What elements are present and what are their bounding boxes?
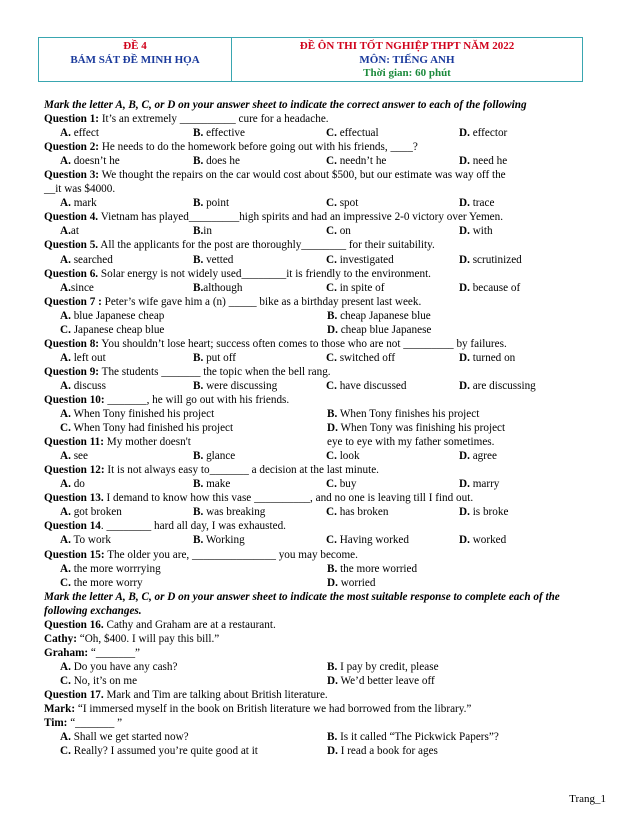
- option-a[interactable]: A.since: [60, 281, 94, 294]
- option-b[interactable]: B. I pay by credit, please: [327, 660, 439, 673]
- options-row: [44, 309, 604, 323]
- question-label: Question 6.: [44, 267, 99, 280]
- question-11: [44, 435, 604, 449]
- question-5: [44, 238, 604, 252]
- option-b[interactable]: B.although: [193, 281, 243, 294]
- question-stem: Cathy and Graham are at a restaurant.: [103, 618, 276, 631]
- option-a[interactable]: A. got broken: [60, 506, 122, 519]
- options-row: [44, 154, 604, 168]
- question-10: [44, 393, 604, 407]
- question-1: [44, 112, 604, 126]
- question-label: Question 14: [44, 520, 101, 533]
- option-a[interactable]: A. discuss: [60, 379, 107, 392]
- option-c[interactable]: C. When Tony had finished his project: [60, 422, 234, 435]
- option-c[interactable]: C. on: [326, 225, 351, 238]
- option-d[interactable]: D. marry: [459, 478, 500, 491]
- question-stem: _______, he will go out with his friends.: [104, 393, 290, 406]
- option-a[interactable]: A. Shall we get started now?: [60, 731, 189, 744]
- dialogue-text: “Oh, $400. I will pay this bill.”: [76, 632, 220, 645]
- question-label: Question 5.: [44, 239, 99, 252]
- question-2: [44, 140, 604, 154]
- question-6: [44, 267, 604, 281]
- options-row: [44, 407, 604, 421]
- option-c[interactable]: C. the more worry: [60, 576, 143, 589]
- speaker-name: Graham:: [44, 646, 89, 659]
- option-b[interactable]: B. Is it called “The Pickwick Papers”?: [327, 731, 499, 744]
- page-number: Trang_1: [569, 793, 606, 805]
- option-b[interactable]: B. does he: [193, 155, 240, 168]
- option-d[interactable]: D. cheap blue Japanese: [327, 323, 432, 336]
- speaker-name: Mark:: [44, 703, 76, 716]
- options-row: [44, 449, 604, 463]
- question-3: [44, 168, 604, 182]
- options-row: [44, 253, 604, 267]
- options-row: [44, 379, 604, 393]
- section-instruction: Mark the letter A, B, C, or D on your answer sheet to indicate the most suitable response to complete each of the following exchanges.: [44, 590, 560, 617]
- option-b[interactable]: B. were discussing: [193, 379, 278, 392]
- question-label: Question 12:: [44, 464, 105, 477]
- option-c[interactable]: C. effectual: [326, 127, 379, 140]
- exam-title: ĐỀ ÔN THI TỐT NGHIỆP THPT NĂM 2022: [299, 40, 515, 52]
- option-b[interactable]: B. point: [193, 197, 230, 210]
- options-row: [44, 744, 604, 758]
- option-d[interactable]: D. agree: [459, 450, 497, 463]
- options-row: [44, 674, 604, 688]
- question-label: Question 3:: [44, 169, 100, 182]
- option-a[interactable]: A. blue Japanese cheap: [60, 309, 165, 322]
- option-b[interactable]: B. Working: [193, 534, 245, 547]
- option-a[interactable]: A. do: [60, 478, 85, 491]
- question-label: Question 17.: [44, 688, 104, 701]
- question-stem: We thought the repairs on the car would cost about $500, but our estimate was way off the: [99, 169, 506, 182]
- question-13: [44, 491, 604, 505]
- dialogue-line: [44, 716, 604, 730]
- question-17: [44, 688, 604, 702]
- question-label: Question 4.: [44, 211, 99, 224]
- options-row: [44, 562, 604, 576]
- question-stem: You shouldn’t lose heart; success often comes to those who are not _________ by failures.: [99, 337, 507, 350]
- option-b[interactable]: B.in: [193, 225, 212, 238]
- option-c[interactable]: C. Really? I assumed you’re quite good at it: [60, 745, 258, 758]
- option-c[interactable]: C. investigated: [326, 253, 394, 266]
- option-d[interactable]: D. We’d better leave off: [327, 674, 435, 687]
- option-a[interactable]: A. searched: [60, 253, 113, 266]
- option-c[interactable]: C. spot: [326, 197, 359, 210]
- option-a[interactable]: A. doesn’t he: [60, 155, 120, 168]
- question-stem: The students _______ the topic when the bell rang.: [99, 365, 331, 378]
- options-row: [44, 533, 604, 547]
- option-a[interactable]: A. the more worrrying: [60, 562, 161, 575]
- question-16: [44, 618, 604, 632]
- dialogue-line: [44, 702, 604, 716]
- question-label: Question 11:: [44, 436, 104, 449]
- option-d[interactable]: D. trace: [459, 197, 495, 210]
- dialogue-line: [44, 632, 604, 646]
- question-label: Question 15:: [44, 548, 105, 561]
- option-d[interactable]: D. worked: [459, 534, 507, 547]
- exam-content: [44, 98, 604, 758]
- options-row: [44, 477, 604, 491]
- options-row: [44, 505, 604, 519]
- exam-header: [38, 37, 583, 82]
- exam-number: ĐỀ 4: [123, 40, 147, 52]
- header-right-cell: [232, 38, 582, 81]
- question-7: [44, 295, 604, 309]
- question-9: [44, 365, 604, 379]
- dialogue-text: “_______”: [88, 646, 141, 659]
- question-stem: It’s an extremely __________ cure for a headache.: [99, 113, 329, 126]
- question-12: [44, 463, 604, 477]
- option-b[interactable]: B. vetted: [193, 253, 234, 266]
- option-a[interactable]: A.at: [60, 225, 79, 238]
- question-label: Question 13.: [44, 492, 104, 505]
- options-row: [44, 126, 604, 140]
- question-stem: All the applicants for the post are thoroughly________ for their suitability.: [98, 239, 435, 252]
- dialogue-text: “_______ ”: [67, 717, 123, 730]
- option-b[interactable]: B. cheap Japanese blue: [327, 309, 431, 322]
- question-4: [44, 210, 604, 224]
- question-label: Question 16.: [44, 618, 104, 631]
- question-8: [44, 337, 604, 351]
- exam-subject: MÔN: TIẾNG ANH: [359, 53, 455, 66]
- option-d[interactable]: D. worried: [327, 576, 376, 589]
- question-stem: Vietnam has played_________high spirits and had an impressive 2-0 victory over Yemen.: [98, 211, 504, 224]
- option-d[interactable]: D. effector: [459, 127, 508, 140]
- dialogue-line: [44, 646, 604, 660]
- options-row: [44, 281, 604, 295]
- speaker-name: Cathy:: [44, 632, 77, 645]
- option-a[interactable]: A. To work: [60, 534, 111, 547]
- option-d[interactable]: D. turned on: [459, 351, 516, 364]
- question-15: [44, 548, 604, 562]
- question-stem: . ________ hard all day, I was exhausted.: [100, 520, 286, 533]
- option-c[interactable]: C. switched off: [326, 351, 396, 364]
- question-stem: He needs to do the homework before going out with his friends, ____?: [99, 141, 418, 154]
- option-c[interactable]: C. in spite of: [326, 281, 385, 294]
- question-label: Question 10:: [44, 393, 105, 406]
- option-d[interactable]: D. is broke: [459, 506, 509, 519]
- question-stem: Solar energy is not widely used________it is friendly to the environment.: [98, 267, 431, 280]
- option-b[interactable]: B. put off: [193, 351, 236, 364]
- option-b[interactable]: B. make: [193, 478, 231, 491]
- option-b[interactable]: B. glance: [193, 450, 236, 463]
- question-label: Question 9:: [44, 365, 100, 378]
- options-row: [44, 224, 604, 238]
- options-row: [44, 323, 604, 337]
- question-label: Question 8:: [44, 337, 100, 350]
- option-a[interactable]: A. mark: [60, 197, 97, 210]
- option-c[interactable]: C. Japanese cheap blue: [60, 323, 165, 336]
- question-stem: My mother doesn't: [104, 436, 191, 449]
- header-left-cell: [39, 38, 232, 81]
- option-d[interactable]: D. scrutinized: [459, 253, 522, 266]
- question-stem: The older you are, _______________ you may become.: [104, 548, 358, 561]
- exam-subtitle: BÁM SÁT ĐỀ MINH HỌA: [70, 53, 200, 66]
- options-row: [44, 576, 604, 590]
- option-c[interactable]: C. has broken: [326, 506, 389, 519]
- question-stem: Peter’s wife gave him a (n) _____ bike as a birthday present last week.: [101, 295, 422, 308]
- question-stem-continued: __it was $4000.: [44, 183, 116, 196]
- option-d[interactable]: D. need he: [459, 155, 508, 168]
- section-instruction: Mark the letter A, B, C, or D on your answer sheet to indicate the correct answer to each of the following: [44, 99, 527, 111]
- option-d[interactable]: D. I read a book for ages: [327, 745, 438, 758]
- option-a[interactable]: A. left out: [60, 351, 106, 364]
- option-d[interactable]: D. are discussing: [459, 379, 536, 392]
- option-b[interactable]: B. was breaking: [193, 506, 266, 519]
- option-c[interactable]: C. No, it’s on me: [60, 674, 138, 687]
- option-a[interactable]: A. effect: [60, 127, 99, 140]
- option-d[interactable]: D. When Tony was finishing his project: [327, 422, 506, 435]
- option-c[interactable]: C. look: [326, 450, 360, 463]
- option-d[interactable]: D. with: [459, 225, 493, 238]
- option-b[interactable]: B. When Tony finishes his project: [327, 408, 480, 421]
- option-a[interactable]: A. see: [60, 450, 88, 463]
- option-b[interactable]: B. the more worried: [327, 562, 418, 575]
- option-c[interactable]: C. needn’t he: [326, 155, 387, 168]
- options-row: [44, 196, 604, 210]
- option-c[interactable]: C. buy: [326, 478, 357, 491]
- options-row: [44, 660, 604, 674]
- question-stem-right: eye to eye with my father sometimes.: [327, 436, 495, 449]
- speaker-name: Tim:: [44, 717, 68, 730]
- dialogue-text: “I immersed myself in the book on British literature we had borrowed from the library.”: [75, 703, 472, 716]
- question-stem: I demand to know how this vase __________, and no one is leaving till I find out.: [103, 492, 474, 505]
- option-d[interactable]: D. because of: [459, 281, 521, 294]
- options-row: [44, 351, 604, 365]
- question-stem: Mark and Tim are talking about British literature.: [103, 688, 328, 701]
- options-row: [44, 421, 604, 435]
- question-label: Question 1:: [44, 113, 100, 126]
- option-a[interactable]: A. Do you have any cash?: [60, 660, 178, 673]
- question-stem: It is not always easy to_______ a decision at the last minute.: [104, 464, 379, 477]
- question-14: [44, 519, 604, 533]
- question-label: Question 2:: [44, 141, 100, 154]
- options-row: [44, 730, 604, 744]
- option-c[interactable]: C. Having worked: [326, 534, 409, 547]
- exam-duration: Thời gian: 60 phút: [363, 67, 451, 79]
- question-label: Question 7 :: [44, 295, 102, 308]
- option-b[interactable]: B. effective: [193, 127, 245, 140]
- option-a[interactable]: A. When Tony finished his project: [60, 408, 215, 421]
- option-c[interactable]: C. have discussed: [326, 379, 407, 392]
